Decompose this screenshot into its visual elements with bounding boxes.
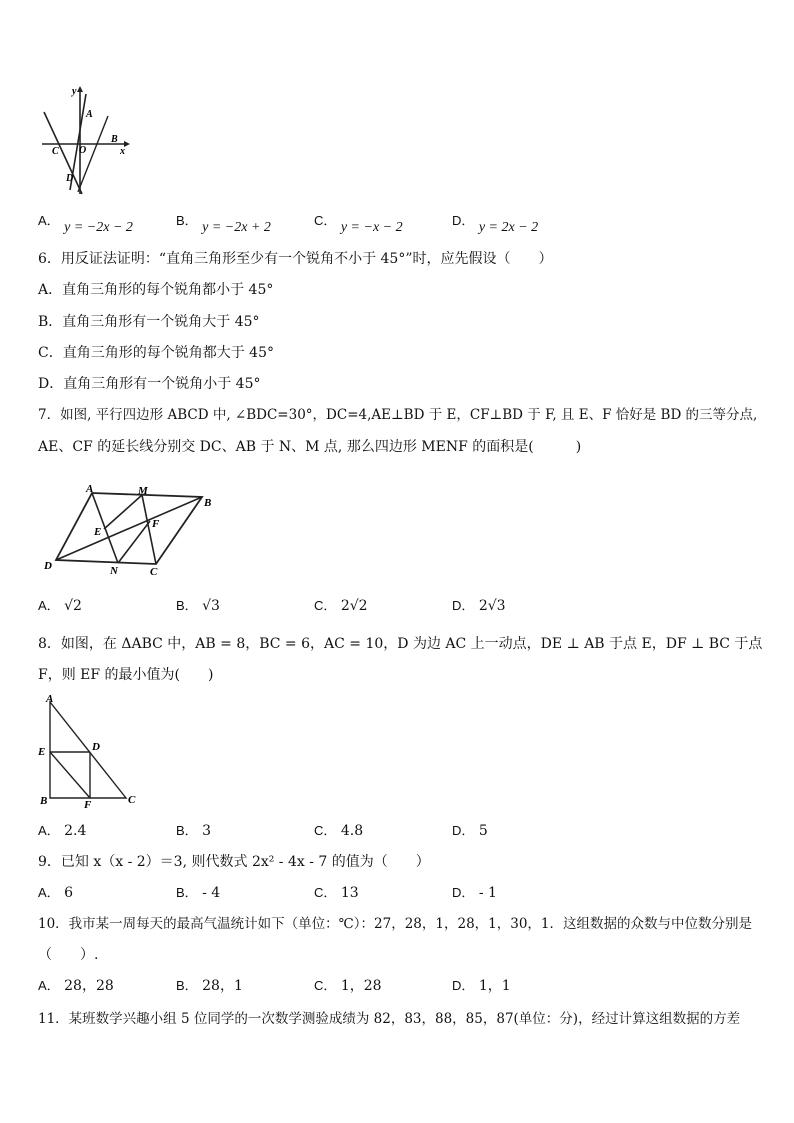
option-text: 2.4 xyxy=(64,823,87,839)
option-label: B． xyxy=(176,823,198,838)
q5-option-c[interactable] xyxy=(314,212,403,235)
label-O: O xyxy=(79,145,87,156)
label-D: D xyxy=(66,173,74,184)
q7-option-d[interactable] xyxy=(452,597,506,615)
option-text: 4.8 xyxy=(340,823,364,839)
option-label: B． xyxy=(176,885,198,900)
option-label: C． xyxy=(314,978,337,993)
q8-option-c[interactable] xyxy=(314,822,363,840)
q5-option-a[interactable] xyxy=(38,212,133,235)
q10-stem-line2: （ ）. xyxy=(38,947,99,963)
option-label: C． xyxy=(314,823,337,838)
option-text: √2 xyxy=(64,598,82,614)
label-A: A xyxy=(46,693,54,705)
q10-option-a[interactable] xyxy=(38,977,114,995)
segment-nf xyxy=(118,521,150,563)
label-A: A xyxy=(86,109,93,120)
q9-option-d[interactable] xyxy=(452,884,497,902)
label-E: E xyxy=(38,746,46,758)
q5-figure xyxy=(38,84,130,196)
option-label: A． xyxy=(38,885,60,900)
q10-option-c[interactable] xyxy=(314,977,382,995)
label-C: C xyxy=(128,794,136,806)
label-N: N xyxy=(110,565,118,577)
q6-option-c[interactable]: C．直角三角形的每个锐角都大于 45° xyxy=(38,345,274,361)
option-label: B． xyxy=(176,213,198,228)
segment-me xyxy=(104,495,142,529)
q8-option-a[interactable] xyxy=(38,822,86,840)
q11-stem: 11．某班数学兴趣小组 5 位同学的一次数学测验成绩为 82，83，88，85，87(单位：分)，经过计算这组数据的方差 xyxy=(38,1011,741,1027)
option-text: y = −2x − 2 xyxy=(64,220,133,235)
label-F: F xyxy=(152,518,160,530)
option-text: 13 xyxy=(340,885,359,901)
option-text: 2√2 xyxy=(340,598,368,614)
option-label: A． xyxy=(38,598,60,613)
option-text: 6 xyxy=(64,885,74,901)
q7-stem-line2: AE、CF 的延长线分别交 DC、AB 于 N、M 点, 那么四边形 MENF 的面积是( ) xyxy=(38,439,582,455)
label-D: D xyxy=(92,741,100,753)
q8-figure xyxy=(36,692,144,810)
q7-option-a[interactable] xyxy=(38,597,82,615)
q6-option-d[interactable]: D．直角三角形有一个锐角小于 45° xyxy=(38,376,261,392)
q10-option-b[interactable] xyxy=(176,977,243,995)
option-text: y = −x − 2 xyxy=(340,220,403,235)
option-label: B． xyxy=(176,598,198,613)
q9-option-b[interactable] xyxy=(176,884,220,902)
q6-option-a[interactable]: A．直角三角形的每个锐角都小于 45° xyxy=(38,282,274,298)
option-label: D． xyxy=(452,213,475,228)
segment-ef xyxy=(50,752,90,798)
label-F: F xyxy=(84,799,92,810)
q8-stem-line1: 8．如图，在 ΔABC 中，AB = 8，BC = 6，AC = 10，D 为边 AC 上一动点，DE ⊥ AB 于点 E，DF ⊥ BC 于点 xyxy=(38,636,763,652)
option-text: y = 2x − 2 xyxy=(478,220,539,235)
option-text: 1，1 xyxy=(478,978,511,994)
option-label: D． xyxy=(452,885,475,900)
q5-option-d[interactable] xyxy=(452,212,539,235)
y-arrow xyxy=(77,86,83,92)
q7-figure xyxy=(40,484,222,578)
q7-option-b[interactable] xyxy=(176,597,220,615)
q9-option-a[interactable] xyxy=(38,884,73,902)
q9-stem: 9．已知 x（x - 2）＝3, 则代数式 2x² - 4x - 7 的值为（ ） xyxy=(38,854,430,870)
option-text: 28，1 xyxy=(202,978,243,994)
label-M: M xyxy=(138,485,148,497)
label-B: B xyxy=(204,497,212,509)
label-B: B xyxy=(111,134,118,145)
option-text: 5 xyxy=(478,823,488,839)
label-D: D xyxy=(44,560,52,572)
option-label: C． xyxy=(314,885,337,900)
option-label: D． xyxy=(452,823,475,838)
option-label: B． xyxy=(176,978,198,993)
label-C: C xyxy=(150,566,158,578)
label-y: y xyxy=(72,86,77,97)
option-text: 28，28 xyxy=(64,978,114,994)
q8-option-d[interactable] xyxy=(452,822,488,840)
label-x: x xyxy=(120,146,125,157)
q6-option-b[interactable]: B．直角三角形有一个锐角大于 45° xyxy=(38,314,260,330)
option-label: D． xyxy=(452,978,475,993)
label-B: B xyxy=(40,795,48,807)
q8-stem-line2: F，则 EF 的最小值为( ) xyxy=(38,667,214,683)
q5-option-b[interactable] xyxy=(176,212,271,235)
q6-stem: 6．用反证法证明：“直角三角形至少有一个锐角不小于 45°”时，应先假设（ ） xyxy=(38,251,553,267)
triangle-abc xyxy=(50,702,126,798)
option-text: 2√3 xyxy=(478,598,506,614)
option-label: D． xyxy=(452,598,475,613)
option-label: C． xyxy=(314,213,337,228)
label-E: E xyxy=(94,526,102,538)
option-text: - 1 xyxy=(478,885,497,901)
q10-stem-line1: 10．我市某一周每天的最高气温统计如下（单位：℃）：27，28，1，28，1，30，1．这组数据的众数与中位数分别是 xyxy=(38,916,753,932)
q7-option-c[interactable] xyxy=(314,597,368,615)
option-text: y = −2x + 2 xyxy=(202,220,271,235)
option-label: A． xyxy=(38,978,60,993)
option-label: A． xyxy=(38,823,60,838)
option-text: - 4 xyxy=(202,885,221,901)
option-text: 3 xyxy=(202,823,212,839)
q8-option-b[interactable] xyxy=(176,822,211,840)
option-text: 1，28 xyxy=(340,978,382,994)
option-label: C． xyxy=(314,598,337,613)
q7-stem-line1: 7．如图, 平行四边形 ABCD 中, ∠BDC=30°，DC=4,AE⊥BD 于 E，CF⊥BD 于 F, 且 E、F 恰好是 BD 的三等分点, xyxy=(38,407,758,423)
label-A: A xyxy=(86,484,94,495)
option-text: √3 xyxy=(202,598,220,614)
label-C: C xyxy=(52,146,59,157)
q9-option-c[interactable] xyxy=(314,884,359,902)
option-label: A． xyxy=(38,213,60,228)
q10-option-d[interactable] xyxy=(452,977,511,995)
